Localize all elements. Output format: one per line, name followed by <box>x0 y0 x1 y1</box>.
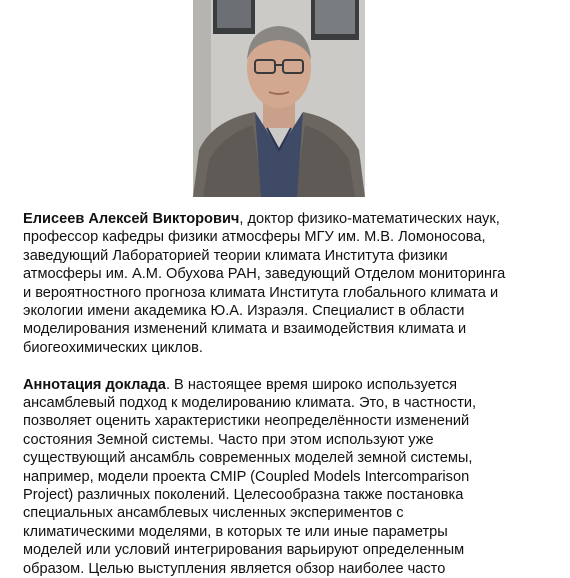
abstract-line-8: специальных ансамблевых численных экспериментов с <box>23 505 404 522</box>
bio-line-3: заведующий Лабораторией теории климата Института физики <box>23 247 448 264</box>
bio-line-7: моделирования изменений климата и взаимодействия климата и <box>23 321 467 338</box>
bio-line-1-text: , доктор физико-математических наук, <box>239 211 500 227</box>
abstract-line-3: позволяет оценить характеристики неопределённости изменений <box>23 413 470 430</box>
abstract-line-1 <box>23 376 563 394</box>
bio-line-2: профессор кафедры физики атмосферы МГУ им. М.В. Ломоносова, <box>23 229 486 246</box>
abstract-line-11: образом. Целью выступления является обзор наиболее часто <box>23 560 446 577</box>
bio-line-1 <box>23 210 563 228</box>
abstract-line-5: существующий ансамбль современных моделей земной системы, <box>23 450 473 467</box>
bio-line-6: экологии имени академика Ю.А. Израэля. Специалист в области <box>23 303 465 320</box>
speaker-bio <box>23 210 563 357</box>
abstract-line-2: ансамблевый подход к моделированию климата. Это, в частности, <box>23 395 477 412</box>
talk-abstract <box>23 376 563 578</box>
speaker-name: Елисеев Алексей Викторович <box>23 211 240 227</box>
bio-line-4: атмосферы им. А.М. Обухова РАН, заведующий Отделом мониторинга <box>23 266 506 283</box>
abstract-line-1-text: . В настоящее время широко используется <box>165 376 458 393</box>
abstract-line-9: климатическими моделями, в которых те или иные параметры <box>23 523 448 540</box>
abstract-line-4: состояния Земной системы. Часто при этом используют уже <box>23 431 434 448</box>
abstract-line-6: например, модели проекта CMIP (Coupled Models Intercomparison <box>23 468 470 485</box>
bio-line-5: и вероятностного прогноза климата Института глобального климата и <box>23 284 499 301</box>
abstract-heading: Аннотация доклада <box>23 376 166 393</box>
document-body <box>23 210 563 578</box>
abstract-line-7: Project) различных поколений. Целесообразна также постановка <box>23 487 464 504</box>
abstract-line-10: моделей или условий интегрирования варьируют определенным <box>23 542 465 559</box>
speaker-photo <box>193 0 365 197</box>
bio-line-8: биогеохимических циклов. <box>23 339 203 356</box>
